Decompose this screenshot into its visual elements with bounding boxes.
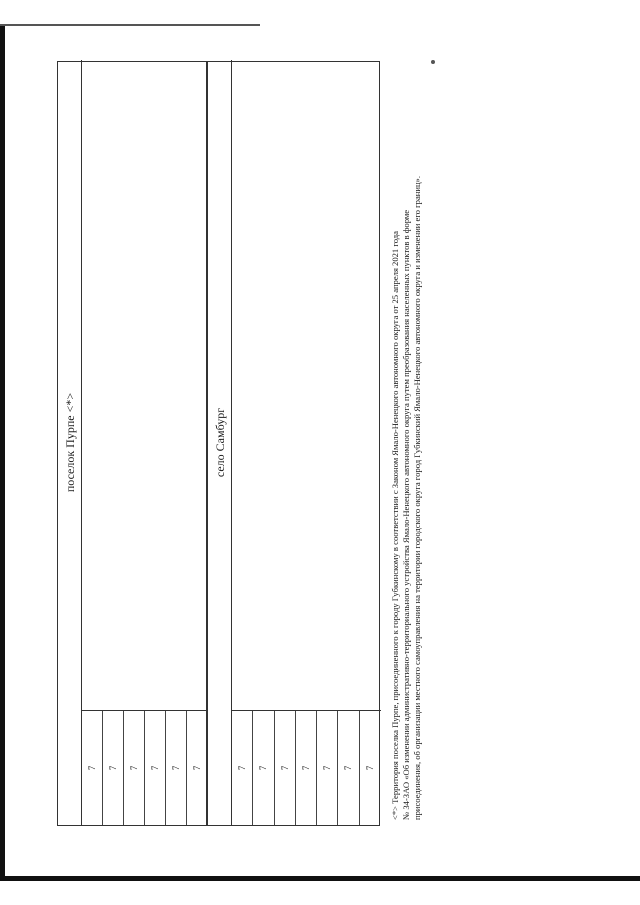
rotated-page <box>57 61 423 826</box>
settlement-header: поселок Пурпе <*> <box>58 60 82 825</box>
value-column <box>82 710 208 825</box>
table-row: 7 <box>103 711 124 825</box>
footnote <box>390 65 424 820</box>
settlement-block-purpe <box>57 61 207 826</box>
table-row: 7 <box>296 711 317 825</box>
settlement-header: село Самбург <box>208 60 232 825</box>
scan-speck <box>431 60 435 64</box>
scan-edge-bottom <box>0 876 640 881</box>
table-row: 7 <box>364 765 375 771</box>
table-row: 7 <box>253 711 274 825</box>
table-row: 7 <box>166 711 187 825</box>
table-row: 7 <box>192 765 202 771</box>
footnote-line: <*> Территория поселка Пурпе, присоединенного к городу Губкинскому в соответствии с Законом Ямало-Ненецкого автономного округа от 25 апреля 2021 года <box>390 231 400 820</box>
scan-edge-top <box>0 24 260 26</box>
settlement-block-samburg <box>207 61 380 826</box>
table-row: 7 <box>145 711 166 825</box>
table-row: 7 <box>232 711 253 825</box>
table-row: 7 <box>338 711 359 825</box>
value-column <box>232 710 381 825</box>
table-row: 7 <box>124 711 145 825</box>
table-row: 7 <box>275 711 296 825</box>
table-row: 7 <box>82 711 103 825</box>
footnote-line: присоединения, об организации местного самоуправления на территории городского округа город Губкинский Ямало-Ненецкого автономного округа и изменении его границ». <box>412 176 423 820</box>
footnote-line: № 34-ЗАО «Об изменении административно-территориального устройства Ямало-Ненецкого автономного округа путем преобразования населенных пунктов в форме <box>401 209 412 820</box>
scan-edge-left <box>0 24 5 880</box>
table-row: 7 <box>317 711 338 825</box>
